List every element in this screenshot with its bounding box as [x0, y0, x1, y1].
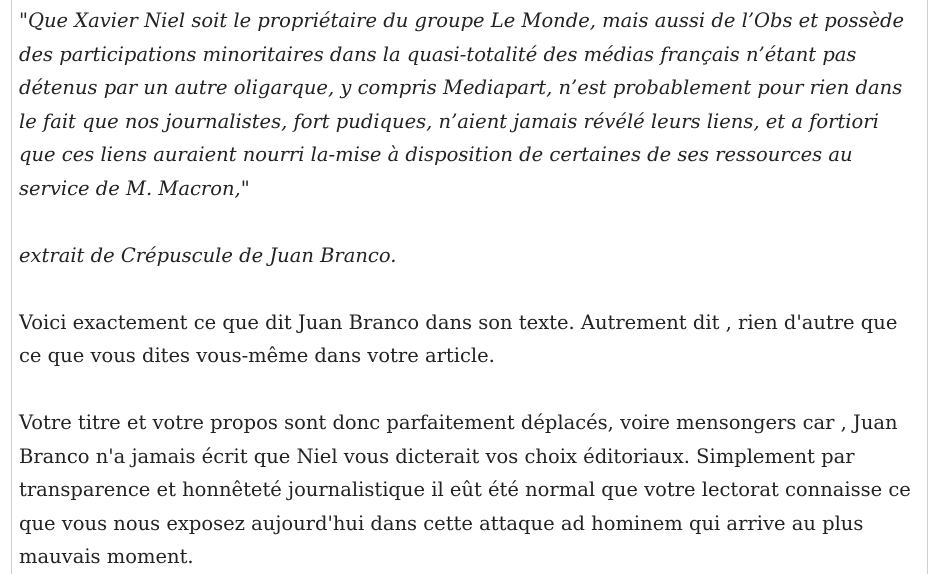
paragraph-spacer [19, 373, 919, 407]
paragraph-spacer [19, 272, 919, 306]
quoted-excerpt: "Que Xavier Niel soit le propriétaire du groupe Le Monde, mais aussi de l’Obs et possède des participations minoritaires dans la quasi-totalité des médias français n’étant pas détenus par un autre oligarque, y compris Mediapart, n’est probablement pour rien dans le fait que nos journalistes, fort pudiques, n’aient jamais révélé leurs liens, et a fortiori que ces liens auraient nourri la-mise à disposition de certaines de ses ressources au service de M. Macron," [19, 9, 905, 200]
comment-paragraph-2: Votre titre et votre propos sont donc parfaitement déplacés, voire mensongers car , Juan Branco n'a jamais écrit que Niel vous dicterait vos choix éditoriaux. Simplement par transparence et honnêteté journalistique il eût été normal que votre lectorat connaisse ce que vous nous exposez aujourd'hui dans cette attaque ad hominem qui arrive au plus mauvais moment. [19, 411, 911, 568]
comment-paragraph-1: Voici exactement ce que dit Juan Branco dans son texte. Autrement dit , rien d'autre que ce que vous dites vous-même dans votre article. [19, 310, 898, 367]
paragraph-spacer [19, 205, 919, 239]
excerpt-source: extrait de Crépuscule de Juan Branco. [19, 243, 397, 267]
comment-body [19, 4, 919, 574]
